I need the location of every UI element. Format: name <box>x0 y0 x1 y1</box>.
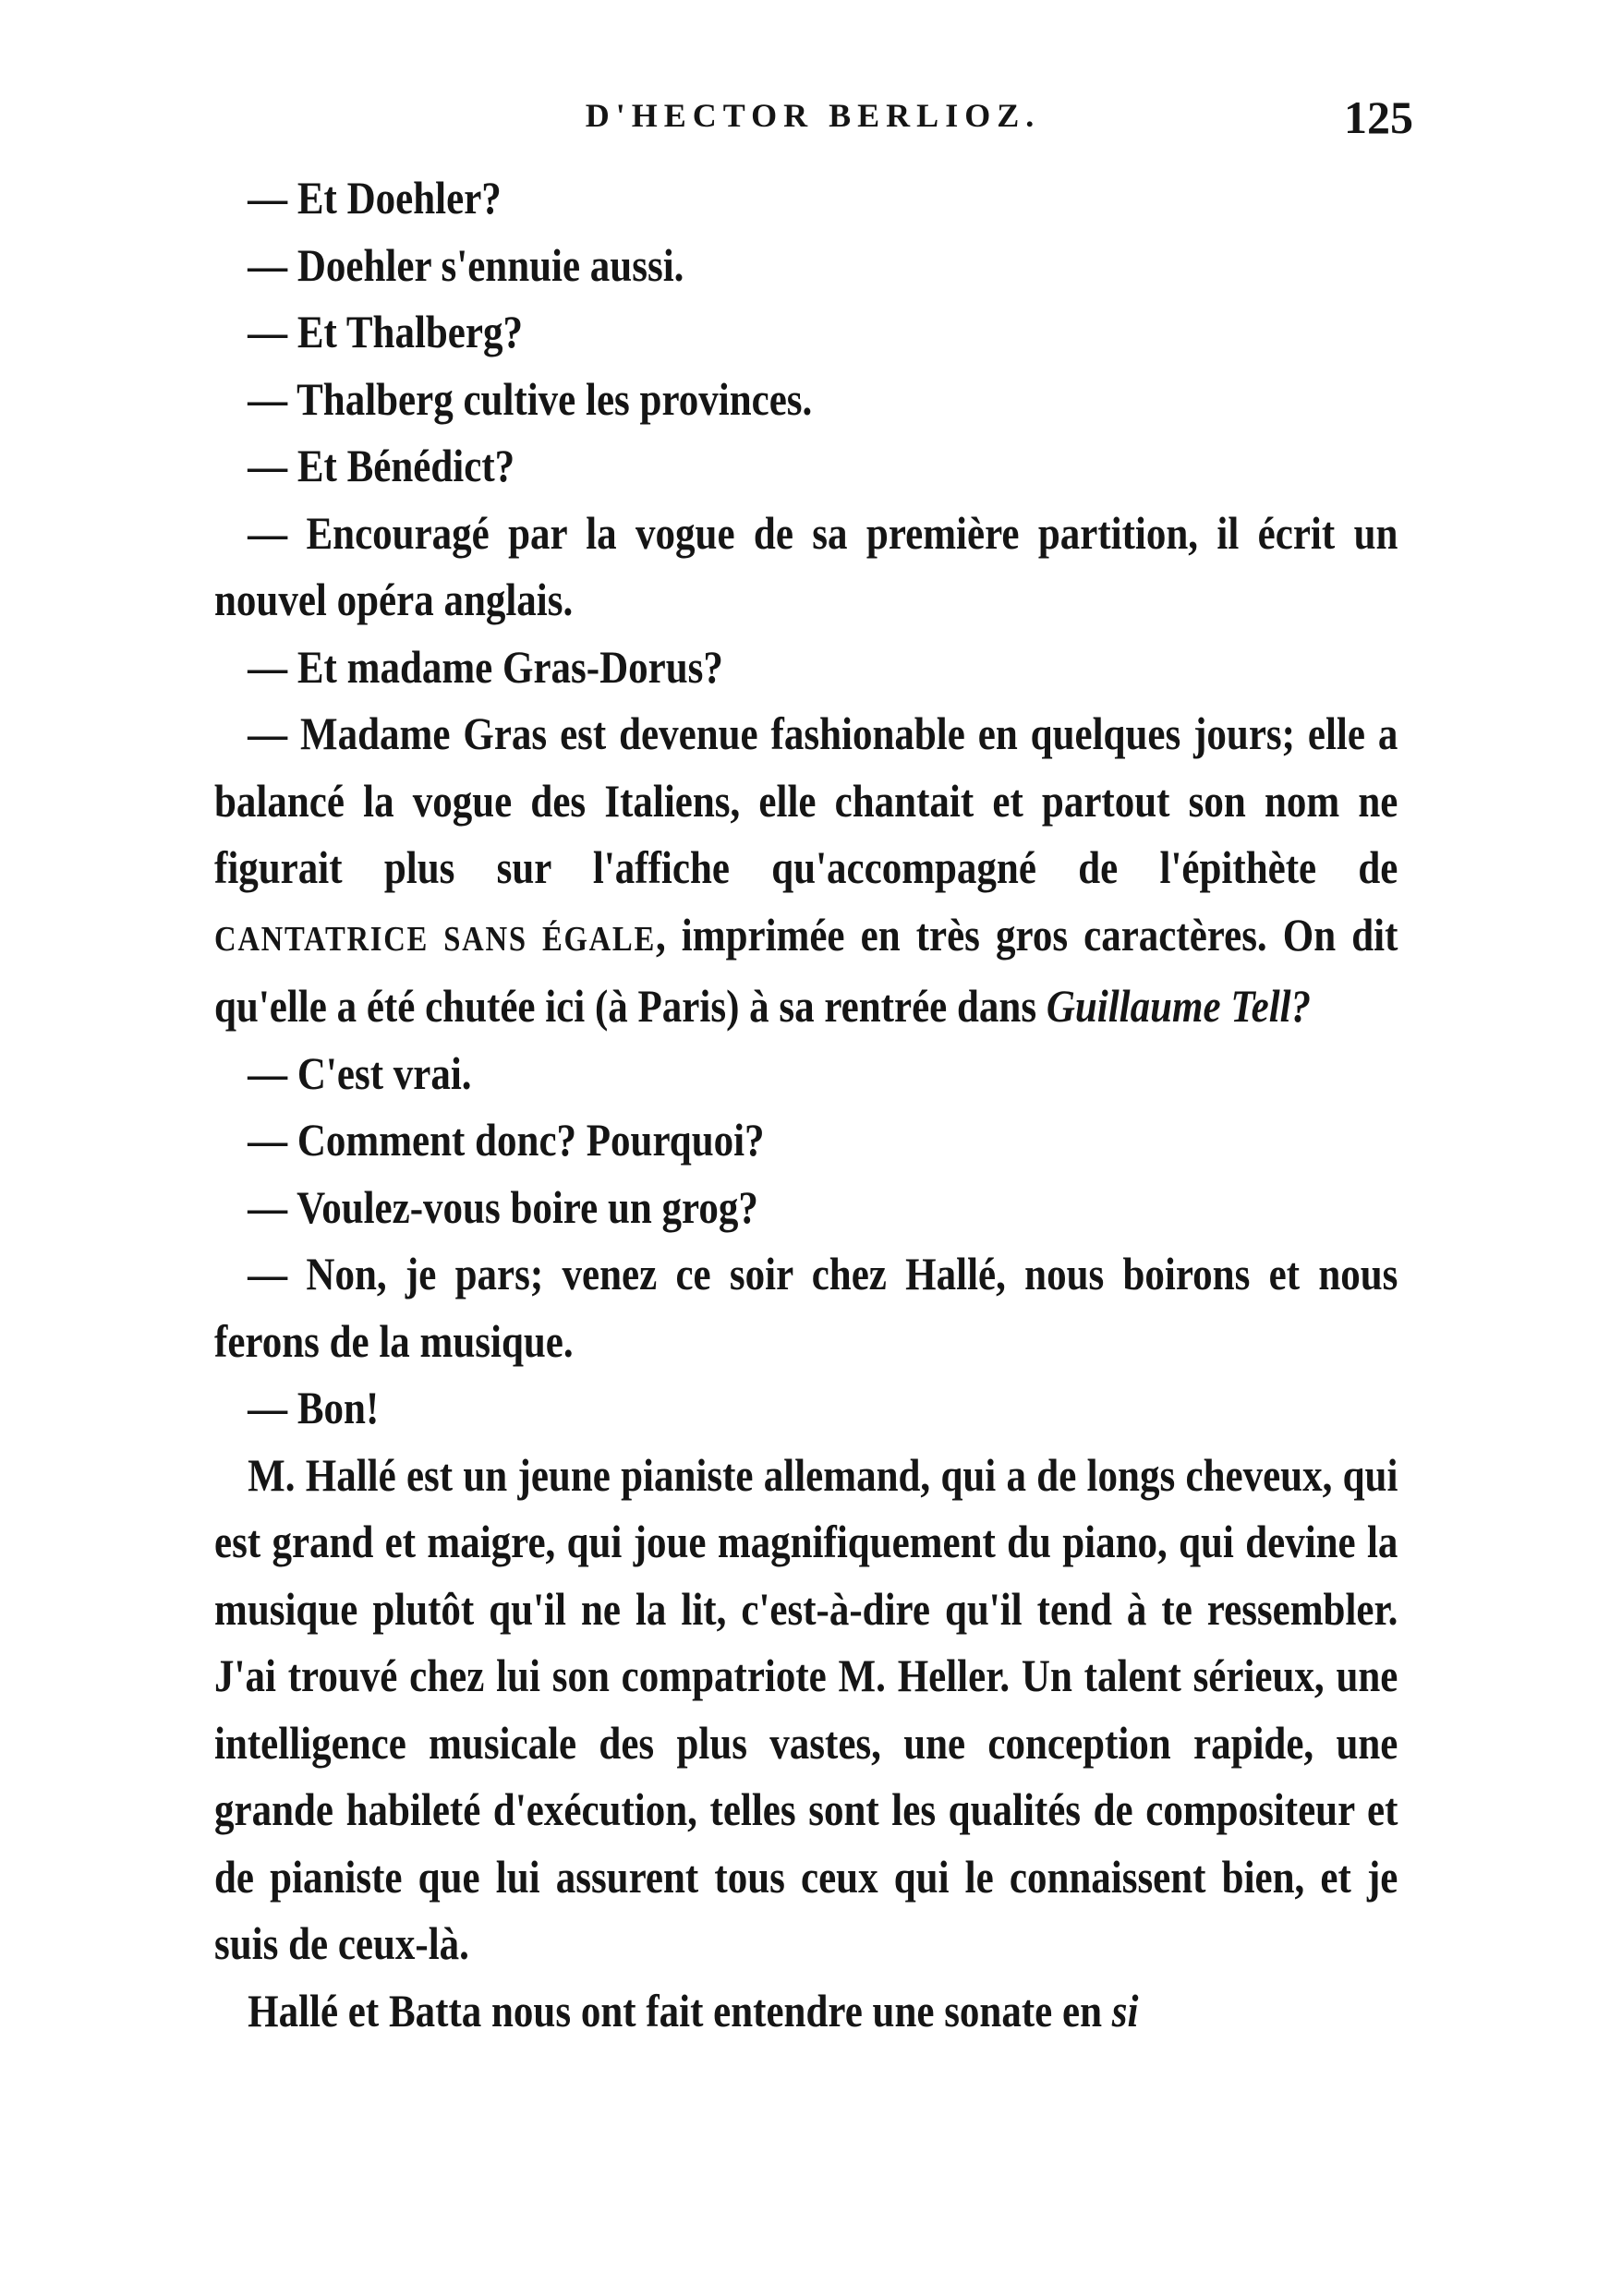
paragraph: — Bon! <box>248 1382 380 1433</box>
paragraph: — Et madame Gras-Dorus? <box>248 640 723 693</box>
paragraph: — Non, je pars; venez ce soir chez Hallé, nous boirons et nous ferons de la musique. <box>214 1248 1398 1367</box>
paragraph: — Comment donc? Pourquoi? <box>248 1114 765 1166</box>
paragraph <box>214 700 1398 1040</box>
text-run: Hallé et Batta nous ont fait entendre une sonate en <box>248 1984 1112 2036</box>
paragraph: — C'est vrai. <box>248 1046 472 1099</box>
italic-run: Guillaume Tell? <box>1046 980 1312 1032</box>
running-title: D'HECTOR BERLIOZ. <box>585 97 1041 134</box>
page-number: 125 <box>1344 91 1413 143</box>
text-run: , imprimée en très gros caractères. On dit qu'elle a été chutée ici (à Paris) à sa rentrée dans <box>214 908 1398 1032</box>
paragraph: — Et Doehler? <box>248 172 502 224</box>
paragraph: M. Hallé est un jeune pianiste allemand, qui a de longs cheveux, qui est grand et maigre, qui joue magnifiquement du piano, qui devine la musique plutôt qu'il ne la lit, c'est-à-dire qu'il tend à te ressembler. J'ai trouvé chez lui son compatriote M. Heller. Un talent sérieux, une intelligence musicale des plus vastes, une conception rapide, une grande habileté d'exécution, telles sont les qualités de compositeur et de pianiste que lui assurent tous ceux qui le connaissent bien, et je suis de ceux-là. <box>214 1448 1398 1969</box>
small-caps-run: CANTATRICE SANS ÉGALE <box>214 919 656 959</box>
paragraph: — Et Bénédict? <box>248 440 515 491</box>
page-header <box>212 91 1413 146</box>
paragraph: — Encouragé par la vogue de sa première partition, il écrit un nouvel opéra anglais. <box>214 506 1398 625</box>
text-run: — Madame Gras est devenue fashionable en quelques jours; elle a balancé la vogue des Italiens, elle chantait et partout son nom ne figurait plus sur l'affiche qu'accompagné de l'épithète de <box>214 707 1398 893</box>
paragraph <box>214 1977 1398 2045</box>
paragraph: — Et Thalberg? <box>248 306 523 357</box>
paragraph: — Voulez-vous boire un grog? <box>248 1180 758 1233</box>
italic-run: si <box>1111 1984 1139 2036</box>
body-text <box>214 164 1398 2044</box>
paragraph: — Doehler s'ennuie aussi. <box>248 238 684 291</box>
paragraph: — Thalberg cultive les provinces. <box>248 372 813 425</box>
